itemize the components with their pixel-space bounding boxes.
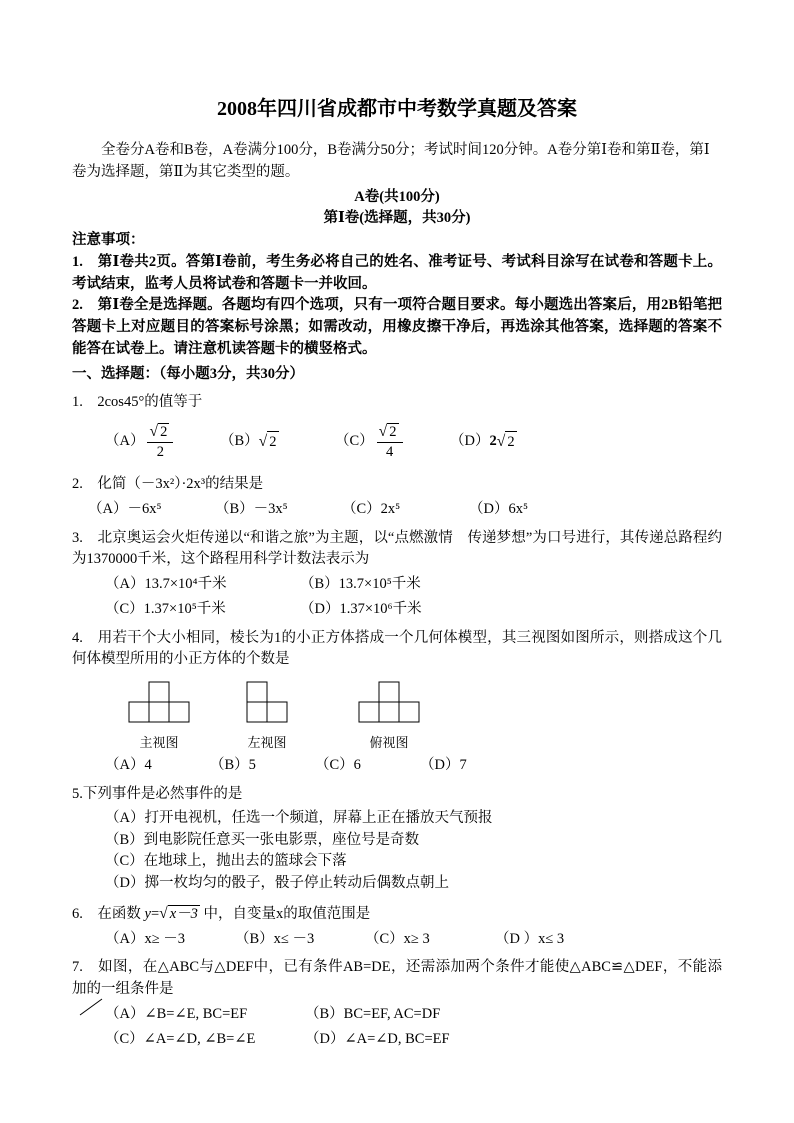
equals-sign: = [150,905,160,922]
question-6-options [105,929,722,951]
question-4-option-d: （D）7 [420,757,467,774]
question-1-option-d [450,430,565,453]
question-4-option-c: （C）6 [315,757,361,774]
question-1-option-c [335,423,450,461]
function-variable: y [144,905,151,922]
question-6 [72,902,722,951]
question-7-options-row-2 [105,1029,722,1051]
question-1-stem: 1. 2cos45°的值等于 [72,394,203,411]
radical-sign: √ [378,423,388,441]
front-view-label: 主视图 [139,734,179,750]
radicand: 2 [267,431,278,454]
left-view-diagram [246,681,288,723]
fraction [377,423,403,461]
top-view-label: 俯视图 [369,734,409,750]
question-4 [72,628,722,778]
option-label: （D） [450,433,490,450]
front-view-diagram [128,681,190,723]
fraction-numerator [377,423,403,443]
notice-heading: 注意事项： [72,232,145,248]
option-label: （B） [220,433,259,450]
section-heading: 一、选择题：（每小题3分，共30分） [72,365,304,382]
question-3-options-row-1 [105,574,722,596]
top-view-figure [358,681,420,752]
question-5-option-b: （B）到电影院任意买一张电影票，座位号是奇数 [105,831,420,848]
question-5-option-c: （C）在地球上，抛出去的篮球会下落 [105,853,347,870]
radical-sign: √ [149,423,159,441]
left-view-figure [246,681,288,752]
question-6-option-a: （A）x≥ －3 [105,930,186,947]
question-3-stem: 3. 北京奥运会火炬传递以“和谐之旅”为主题，以“点燃激情 传递梦想”为口号进行，其传递总路程约为1370000千米，这个路程用科学计数法表示为 [72,529,722,568]
question-7-option-a: （A）∠B=∠E, BC=EF [105,1005,248,1022]
question-1-option-a [105,423,220,461]
question-7-options-row-1 [105,1004,722,1026]
question-3-option-b: （B）13.7×10⁵千米 [300,576,421,592]
question-5-stem: 5.下列事件是必然事件的是 [72,786,243,802]
question-2-option-d: （D）6x⁵ [469,500,529,517]
question-2-option-c: （C）2x⁵ [342,500,401,517]
fraction-numerator [147,423,173,443]
question-4-figures [128,681,722,752]
question-5-options [105,808,722,895]
question-4-option-a: （A）4 [105,757,152,774]
question-6-option-d: （D ）x≤ 3 [495,930,565,947]
fraction-denominator: 4 [385,444,394,461]
part-heading: 第Ⅰ卷(选择题，共30分) [323,210,471,227]
question-5-option-a: （A）打开电视机，任选一个频道，屏幕上正在播放天气预报 [105,809,493,826]
question-1 [72,392,722,467]
coefficient: 2 [489,433,497,450]
question-2-stem: 2. 化简（－3x²）·2x³的结果是 [72,476,264,492]
question-7-stem: 7. 如图，在△ABC与△DEF中，已有条件AB=DE，还需添加两个条件才能使△ABC≌△DEF，不能添加的一组条件是 [72,959,722,997]
radical-sign: √ [258,433,268,451]
notice-item-2: 2. 第Ⅰ卷全是选择题。各题均有四个选项，只有一项符合题目要求。每小题选出答案后，用2B铅笔把答题卡上对应题目的答案标号涂黑；如需改动，用橡皮擦干净后，再选涂其他答案，选择题的答案不能答在试卷上。请注意机读答题卡的横竖格式。 [72,297,722,357]
radical-sign: √ [159,904,168,922]
option-label: （A） [105,433,145,450]
front-view-figure [128,681,190,752]
question-3-option-d: （D）1.37×10⁶千米 [300,600,422,617]
radicand: 2 [160,424,168,441]
question-6-stem [72,902,722,926]
question-6-stem-pre: 6. 在函数 [72,905,141,922]
question-2-option-b: （B）－3x⁵ [215,500,288,517]
question-6-option-b: （B）x≤ －3 [235,930,315,947]
question-5-option-d: （D）掷一枚均匀的骰子，骰子停止转动后偶数点朝上 [105,875,449,891]
question-4-option-b: （B）5 [210,757,256,774]
fraction-denominator: 2 [156,444,165,461]
question-4-stem: 4. 用若干个大小相同，棱长为1的小正方体搭成一个几何体模型，其三视图如图所示，则搭成这个几何体模型所用的小正方体的个数是 [72,629,722,668]
question-3-option-c: （C）1.37×10⁵千米 [105,600,226,617]
question-7 [72,957,722,1050]
question-3-options-row-2 [105,599,722,621]
question-7-option-b: （B）BC=EF, AC=DF [305,1005,441,1022]
question-1-option-b [220,430,335,453]
triangle-figure-fragment-icon [78,997,104,1017]
question-2 [72,474,722,521]
radicand: 2 [505,431,516,454]
radicand: x－3 [169,905,198,922]
question-2-option-a: （A）－6x⁵ [88,500,162,517]
question-6-option-c: （C）x≥ 3 [365,930,430,947]
question-4-options [105,755,722,777]
fraction [147,423,173,461]
question-5 [72,784,722,895]
volume-heading: A卷(共100分) [354,188,440,205]
question-7-option-d: （D）∠A=∠D, BC=EF [305,1030,450,1047]
radical-sign: √ [496,433,506,451]
top-view-diagram [358,681,420,723]
question-3 [72,528,722,621]
question-6-stem-post: 中，自变量x的取值范围是 [203,905,371,922]
question-2-options [88,499,722,521]
radicand: 2 [389,424,397,441]
question-1-options [105,417,722,467]
option-label: （C） [335,433,374,450]
notice-item-1: 1. 第Ⅰ卷共2页。答第Ⅰ卷前，考生务必将自己的姓名、准考证号、考试科目涂写在试卷和答题卡上。考试结束，监考人员将试卷和答题卡一并收回。 [72,253,722,292]
question-7-option-c: （C）∠A=∠D, ∠B=∠E [105,1030,256,1047]
question-3-option-a: （A）13.7×10⁴千米 [105,576,227,592]
page-title: 2008年四川省成都市中考数学真题及答案 [217,98,577,120]
left-view-label: 左视图 [247,734,287,750]
intro-paragraph: 全卷分A卷和B卷，A卷满分100分，B卷满分50分；考试时间120分钟。A卷分第Ⅰ卷和第Ⅱ卷，第Ⅰ卷为选择题，第Ⅱ为其它类型的题。 [72,142,710,180]
